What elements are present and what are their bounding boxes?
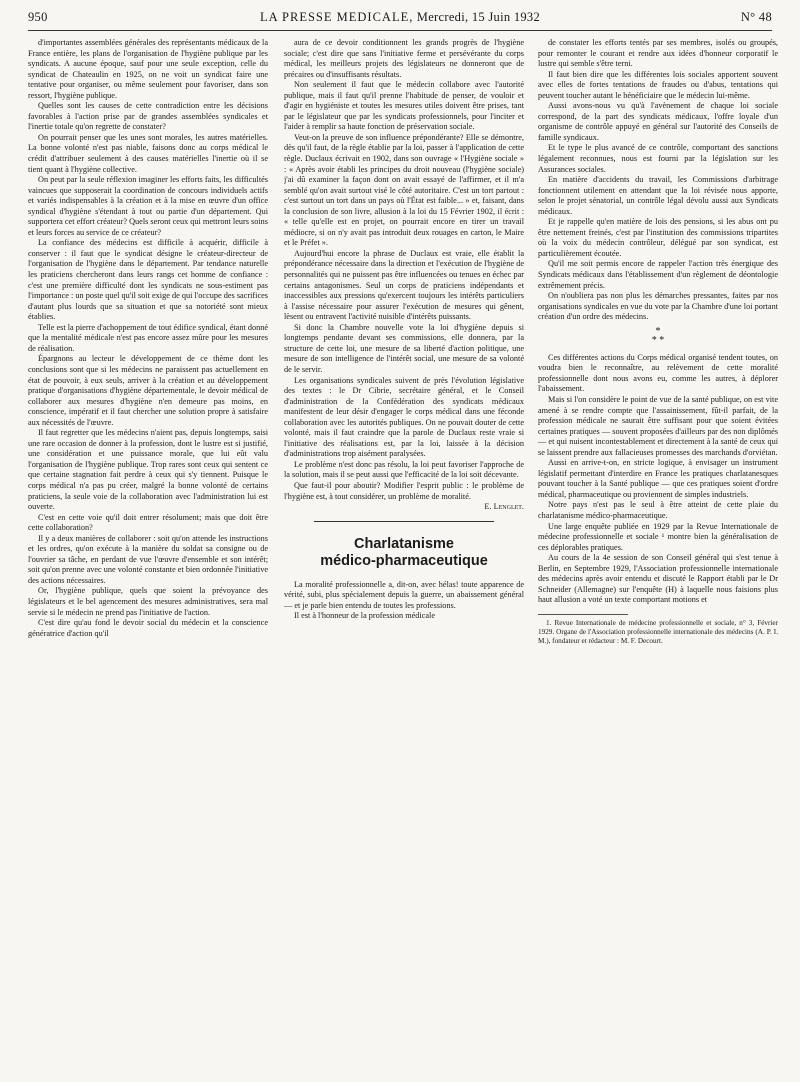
paragraph: Aussi en arrive-t-on, en stricte logique, à envisager un instrument législatif permettant d'interdire en France les pratiques charlatanesques pouvant toucher à la Santé publique — que ces pratiques soient d'ordre médical, pharmaceutique ou proviennent de simples industriels. [538, 458, 778, 499]
article-title-line: Charlatanisme [354, 535, 454, 552]
paragraph: Il y a deux manières de collaborer : soit qu'on attende les instructions et les ordres, qu'on exécute à la manière du soldat sa consigne ou de l'ouvrier sa tâche, en perdant de vue l'œuvre d'ensemble et son intérêt; soit qu'on prenne avec une volonté constante et bien ordonnée l'initiative des actions nécessaires. [28, 533, 268, 585]
footnotes [538, 619, 778, 646]
article-title [284, 536, 524, 570]
paragraph: de constater les efforts tentés par ses membres, isolés ou groupés, pour remonter le courant et rendre aux idées d'honneur corporatif le lustre qui semble s'être terni. [538, 38, 778, 69]
paragraph: Si donc la Chambre nouvelle vote la loi d'hygiène depuis si longtemps pendante devant ses commissions, elle donnera, par la structure de cette loi, une mesure de sa liberté d'action politique, une mesure de son intelligence de l'intérêt social, une mesure de sa volonté de le servir. [284, 322, 524, 374]
paragraph: Aussi avons-nous vu qu'à l'avènement de chaque loi sociale correspond, de la part des syndicats médicaux, l'offre loyale d'un organisme de contrôle appuyé en général sur l'autorité des Conseils de famille syndicaux. [538, 101, 778, 142]
paragraph: Aujourd'hui encore la phrase de Duclaux est vraie, elle établit la prépondérance nécessaire dans la direction et l'exécution de l'hygiène de personnalités qui ne puissent pas être influencées ou tenues en échec par certains antagonismes. Seul un corps de praticiens indépendants et inaccessibles aux pressions qu'exercent toujours les intérêts particuliers à l'assise nécessaire pour assurer l'exécution de mesures qui gênent, lèsent ou entravent l'activité nuisible d'intérêts puissants. [284, 248, 524, 322]
article-separator [314, 521, 494, 522]
paragraph: C'est en cette voie qu'il doit entrer résolument; mais que doit être cette collaboration? [28, 512, 268, 533]
journal-name: LA PRESSE MEDICALE, [259, 10, 414, 24]
paragraph: Il faut bien dire que les différentes lois sociales apportent souvent avec elles de fortes tentations de fraudes ou d'abus, tentations qui peuvent toucher autant le bénéficiaire que le médecin lui-même. [538, 69, 778, 100]
section-break [538, 327, 778, 345]
paragraph: Épargnons au lecteur le développement de ce thème dont les conclusions sont que si les médecins ne paraissent pas actuellement en état de pouvoir, à eux seuls, arriver à la création et au développement pratique d'organisations d'hygiène départementale, le devoir médical de collaborer aux mesures d'hygiène n'en demeure pas moins, en conscience, impératif et il faut chercher une solution propre à satisfaire aux nécessités de l'œuvre. [28, 354, 268, 427]
paragraph: Qu'il me soit permis encore de rappeler l'action très énergique des Syndicats médicaux dans l'établissement d'un règlement de déontologie extrêmement précis. [538, 259, 778, 290]
paragraph: aura de ce devoir conditionnent les grands progrès de l'hygiène sociale; c'est dire que sans l'initiative ferme et persévérante du corps médical, les meilleurs projets des législateurs ne donneront que de précaires ou d'insuffisants résultats. [284, 38, 524, 79]
asterisk-bottom: * * [651, 334, 665, 346]
paragraph: Ces différentes actions du Corps médical organisé tendent toutes, on voudra bien le reconnaître, au relèvement de cette moralité professionnelle dont nous avons eu, comme les autres, à déplorer l'abaissement. [538, 352, 778, 394]
paragraph: Telle est la pierre d'achoppement de tout édifice syndical, étant donné que la mentalité médicale n'est pas encore assez mûre pour les mesures de réalisation. [28, 322, 268, 353]
paragraph: La moralité professionnelle a, dit-on, avec hélas! toute apparence de vérité, subi, plus spécialement depuis la guerre, un abaissement général — et je parle bien entendu de toutes les professions. [284, 579, 524, 610]
paragraph: C'est dire qu'au fond le devoir social du médecin et la conscience génératrice d'action qu'il [28, 618, 268, 638]
paragraph: Veut-on la preuve de son influence prépondérante? Elle se démontre, dès qu'il faut, de la règle établie par la loi, passer à l'application de cette règle. Duclaux écrivait en 1902, dans son ouvrage « l'Hygiène sociale » : « Après avoir établi les principes du droit nouveau (l'hygiène sociale) j'ai dû examiner la façon dont on avait essayé de l'affirmer, et il m'a semblé qu'on avait surtout visé le côté autoritaire. C'est un tort partout : c'est surtout un tort dans un pays où l'État est faible... » et, faisant, dans la conclusion de son livre, allusion à la loi du 15 Février 1902, il écrit : « telle qu'elle est en projet, on pourrait encore en tirer un travail médiocre, si on n'y avait pas introduit deux rouages en carton, le Maire et le Préfet ». [284, 132, 524, 248]
paragraph: Quelles sont les causes de cette contradiction entre les décisions favorables à l'action prise par de grandes assemblées syndicales et l'inertie totale qu'on regrette de constater? [28, 101, 268, 132]
column-left [28, 38, 268, 1068]
column-middle [284, 38, 524, 1068]
paragraph: Une large enquête publiée en 1929 par la Revue Internationale de médecine professionnelle et sociale ¹ montre bien la généralisation de ces déplorables pratiques. [538, 521, 778, 552]
issue-date: Mercredi, 15 Juin 1932 [416, 10, 541, 24]
paragraph: On n'oubliera pas non plus les démarches pressantes, faites par nos organisations syndicales en vue du vote par la Chambre d'une loi portant création d'un ordre des médecins. [538, 291, 778, 322]
paragraph: Non seulement il faut que le médecin collabore avec l'autorité publique, mais il faut qu'il prenne l'habitude de penser, de vouloir et d'agir en hygiéniste et toutes les mesures utiles doivent être prises, tant par le législateur que par les syndicats professionnels, pour l'inciter et l'aider à remplir sa haute fonction de préservation sociale. [284, 80, 524, 132]
paragraph: Et je rappelle qu'en matière de lois des pensions, si les abus ont pu être nettement freinés, c'est par l'institution des commissions tripartites où la voix du médecin contrôleur, délégué par son syndicat, est particulièrement écoutée. [538, 217, 778, 258]
page-number: 950 [28, 10, 48, 24]
header-rule [28, 30, 772, 31]
paragraph: Le problème n'est donc pas résolu, la loi peut favoriser l'approche de la solution, mais il se peut aussi que l'efficacité de la loi soit décevante. [284, 459, 524, 480]
paragraph: Il est à l'honneur de la profession médicale [294, 611, 435, 621]
paragraph: On peut par la seule réflexion imaginer les efforts faits, les difficultés vaincues que supposerait la coordination de concours individuels actifs et variés indispensables à la création et à la mise en œuvre d'un office syndical d'hygiène s'étendant à tout ou partie d'un département. Qui supportera cet effort créateur? Quels seront ceux qui mettront leurs soins et leurs forces au service de ce créateur? [28, 175, 268, 237]
paragraph: En matière d'accidents du travail, les Commissions d'arbitrage fonctionnent utilement en attendant que la loi révisée nous apporte, selon le projet sénatorial, un contrôle légal dévolu aussi aux Syndicats médicaux. [538, 175, 778, 216]
paragraph: d'importantes assemblées générales des représentants médicaux de la France entière, les plans de l'organisation de l'hygiène publique par les syndicats. A aucune époque, sauf pour une seule exception, celle du syndicat de Chateaulin en 1925, on ne voit un syndicat faire une tentative pour organiser, ou même seulement pour favoriser, dans son ressort, l'hygiène publique. [28, 38, 268, 100]
footnote: 1. Revue Internationale de médecine professionnelle et sociale, n° 3, Février 1929. Organe de l'Association professionnelle internationale des médecins (A. P. I. M.), fondateur et rédacteur : M. F. Decourt. [538, 618, 778, 645]
column-right [538, 38, 778, 1068]
masthead [28, 10, 772, 25]
paragraph: Et le type le plus avancé de ce contrôle, comportant des sanctions légalement reconnues, nous est fourni par la législation sur les Assurances sociales. [538, 143, 778, 174]
paragraph: Il faut regretter que les médecins n'aient pas, depuis longtemps, saisi une rare occasion de donner à la profession, dont le lustre est si justifié, une considération et une puissance morale, que lui eût valu l'organisation de l'hygiène publique. Trop rares sont ceux qui sentent ce que certaine stagnation fait perdre à ceux qui s'y tiennent. Puisque le corps médical n'a pas pu créer, malgré la bonne volonté de certains praticiens, la seule voie de la collaboration avec l'administration lui est ouverte. [28, 428, 268, 512]
page-header [28, 8, 772, 30]
paragraph: Que faut-il pour aboutir? Modifier l'esprit public : le problème de l'hygiène est, à tout considérer, un problème de moralité. [284, 480, 524, 501]
paragraph: Or, l'hygiène publique, quels que soient la prévoyance des législateurs et le bel agencement des mesures administratives, sera mal servie si le médecin ne prend pas l'initiative de l'action. [28, 586, 268, 617]
issue-number: N° 48 [740, 10, 772, 24]
paragraph: Mais si l'on considère le point de vue de la santé publique, on est vite amené à se rendre compte que l'assainissement, fût-il parfait, de la profession médicale ne saurait être suffisant pour que soient évitées certaines pratiques — souvent proposées d'ailleurs par des non diplômés — et qui nuisent incontestablement et directement à la santé de ceux qui se laissent prendre aux fallacieuses promesses des marchands d'orviétan. [538, 394, 778, 457]
author-signature: E. Lenglet. [484, 502, 524, 512]
paragraph: Au cours de la 4e session de son Conseil général qui s'est tenue à Berlin, en Septembre 1929, l'Association professionnelle internationale des médecins après avoir entendu et discuté le Rapport établi par le Dr Schneider (Allemagne) sur l'enquête (H) à laquelle nous faisions plus haut allusion a voté un texte comportant motions et [538, 553, 778, 605]
paragraph: La confiance des médecins est difficile à acquérir, difficile à conserver : il faut que le syndicat désigne le créateur-directeur de l'organisation de l'hygiène dans le département. Par tendance naturelle les praticiens chercheront dans leurs rangs cet homme de confiance : c'est une première difficulté dont les syndicats ne sous-estiment pas l'importance : un poste quel qu'il soit exige de qui l'occupe des sacrifices d'autant plus lourds que sa situation et que sa notoriété sont mieux établies. [28, 238, 268, 322]
footnote-rule [538, 614, 628, 615]
asterisk-top: * [655, 325, 661, 337]
paragraph: Les organisations syndicales suivent de près l'évolution législative des textes : le Dr Cibrie, secrétaire général, et le Conseil d'administration de la Confédération des syndicats médicaux manifestent de leur désir d'engager le corps médical dans une féconde collaboration avec les autorités publiques. On ne pouvait douter de cette volonté, mais il faut craindre que la parole de Duclaux reste vraie si l'initiative des réalisations est, par la loi, laissée à la décision d'administrations trop aisément paralysées. [284, 375, 524, 459]
paragraph: On pourrait penser que les unes sont morales, les autres matérielles. La bonne volonté n'est pas niable, faisons donc au corps médical le crédit d'attribuer seulement à des causes matérielles l'inertie où il se tient quant à l'hygiène collective. [28, 132, 268, 174]
article-title-line: médico-pharmaceutique [320, 552, 488, 569]
paragraph: Notre pays n'est pas le seul à être atteint de cette plaie du charlatanisme médico-pharmaceutique. [538, 500, 778, 520]
